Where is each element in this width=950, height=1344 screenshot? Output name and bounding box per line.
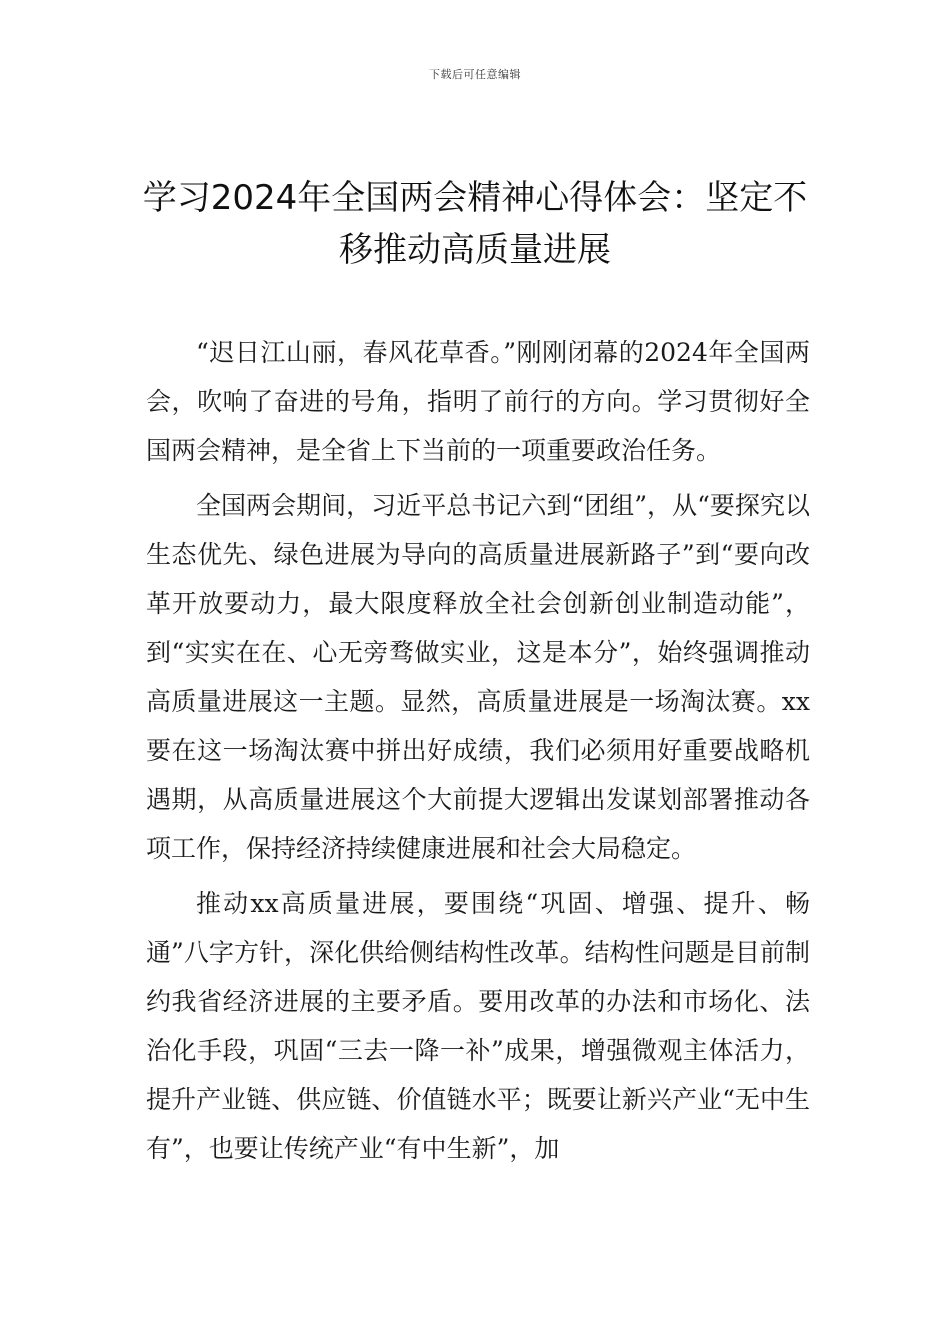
- paragraph-2: 全国两会期间，习近平总书记六到“团组”，从“要探究以生态优先、绿色进展为导向的高质量进展新路子”到“要向改革开放要动力，最大限度释放全社会创新创业制造动能”，到“实实在在、心无旁骛做实业，这是本分”，始终强调推动高质量进展这一主题。显然，高质量进展是一场淘汰赛。xx要在这一场淘汰赛中拼出好成绩，我们必须用好重要战略机遇期，从高质量进展这个大前提大逻辑出发谋划部署推动各项工作，保持经济持续健康进展和社会大局稳定。: [146, 491, 810, 863]
- paragraph-3: 推动xx高质量进展，要围绕“巩固、增强、提升、畅通”八字方针，深化供给侧结构性改革。结构性问题是目前制约我省经济进展的主要矛盾。要用改革的办法和市场化、法治化手段，巩固“三去一降一补”成果，增强微观主体活力，提升产业链、供应链、价值链水平；既要让新兴产业“无中生有”，也要让传统产业“有中生新”，加: [146, 889, 810, 1163]
- document-body: [146, 328, 810, 1179]
- paragraph-1: “迟日江山丽，春风花草香。”刚刚闭幕的2024年全国两会，吹响了奋进的号角，指明了前行的方向。学习贯彻好全国两会精神，是全省上下当前的一项重要政治任务。: [146, 338, 810, 465]
- document-title: 学习2024年全国两会精神心得体会：坚定不移推动高质量进展: [142, 178, 808, 270]
- header-note: 下载后可任意编辑: [429, 68, 521, 81]
